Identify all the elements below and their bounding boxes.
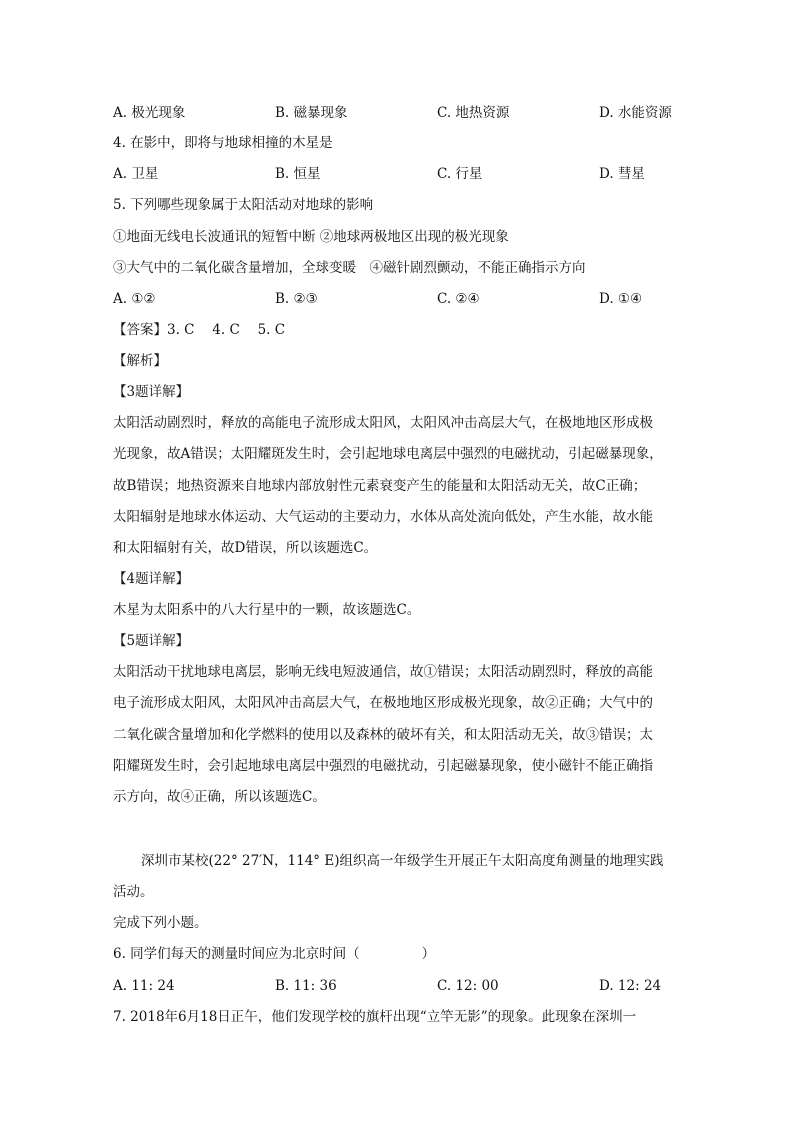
q3-detail-line: 太阳活动剧烈时，释放的高能电子流形成太阳风，太阳风冲击高层大气，在极地地区形成极 xyxy=(113,415,653,431)
q6-stem-prefix: 6. 同学们每天的测量时间应为北京时间（ xyxy=(113,946,360,962)
q4-detail-title: 【4题详解】 xyxy=(113,571,190,587)
q5-stem: 5. 下列哪些现象属于太阳活动对地球的影响 xyxy=(113,197,374,213)
q5-detail-line: 示方向，故④正确，所以该题选C。 xyxy=(113,789,326,805)
q3-detail-line: 故B错误；地热资源来自地球内部放射性元素衰变产生的能量和太阳活动无关，故C正确； xyxy=(113,478,647,494)
q4-detail-line: 木星为太阳系中的八大行星中的一颗，故该题选C。 xyxy=(113,602,421,618)
q4-option-c: C. 行星 xyxy=(437,166,483,182)
q5-option-c: C. ②④ xyxy=(437,291,480,307)
q4-option-a: A. 卫星 xyxy=(113,166,159,182)
q4-option-d: D. 彗星 xyxy=(599,166,645,182)
passage-line-1: 深圳市某校(22° 27′N，114° E)组织高一年级学生开展正午太阳高度角测量的地理实践 xyxy=(141,853,664,869)
passage-instruction: 完成下列小题。 xyxy=(113,915,208,931)
q4-stem: 4. 在影中，即将与地球相撞的木星是 xyxy=(113,135,333,151)
q5-detail-line: 阳耀斑发生时，会引起地球电离层中强烈的电磁扰动，引起磁暴现象，使小磁针不能正确指 xyxy=(113,758,653,774)
q5-detail-line: 电子流形成太阳风，太阳风冲击高层大气，在极地地区形成极光现象，故②正确；大气中的 xyxy=(113,695,653,711)
q3-detail-line: 光现象，故A错误；太阳耀斑发生时，会引起地球电离层中强烈的电磁扰动，引起磁暴现象， xyxy=(113,446,663,462)
q3-option-c: C. 地热资源 xyxy=(437,105,510,121)
q5-items-line-2: ③大气中的二氧化碳含量增加，全球变暖 ④磁针剧烈颤动，不能正确指示方向 xyxy=(113,260,586,276)
q5-items-line-1: ①地面无线电长波通讯的短暂中断 ②地球两极地区出现的极光现象 xyxy=(113,229,509,245)
q5-option-d: D. ①④ xyxy=(599,291,643,307)
answer-line: 【答案】3. C 4. C 5. C xyxy=(113,322,286,338)
q3-option-a: A. 极光现象 xyxy=(113,105,186,121)
q6-option-c: C. 12: 00 xyxy=(437,978,499,994)
passage-line-2: 活动。 xyxy=(113,884,154,900)
q3-option-d: D. 水能资源 xyxy=(599,105,672,121)
q6-option-b: B. 11: 36 xyxy=(275,978,337,994)
q6-stem xyxy=(113,944,693,964)
q7-stem: 7. 2018年6月18日正午，他们发现学校的旗杆出现“立竿无影”的现象。此现象在深圳一 xyxy=(113,1009,637,1025)
q6-option-a: A. 11: 24 xyxy=(113,978,175,994)
q6-stem-suffix: ） xyxy=(421,946,436,962)
q3-option-b: B. 磁暴现象 xyxy=(275,105,348,121)
q5-option-b: B. ②③ xyxy=(275,291,318,307)
q5-option-a: A. ①② xyxy=(113,291,156,307)
q6-option-d: D. 12: 24 xyxy=(599,978,662,994)
analysis-label: 【解析】 xyxy=(113,353,167,369)
q3-detail-line: 太阳辐射是地球水体运动、大气运动的主要动力，水体从高处流向低处，产生水能，故水能 xyxy=(113,509,653,525)
q4-option-b: B. 恒星 xyxy=(275,166,321,182)
q3-detail-line: 和太阳辐射有关，故D错误，所以该题选C。 xyxy=(113,540,378,556)
q5-detail-line: 太阳活动干扰地球电离层，影响无线电短波通信，故①错误；太阳活动剧烈时，释放的高能 xyxy=(113,664,653,680)
q3-detail-title: 【3题详解】 xyxy=(113,384,190,400)
q5-detail-title: 【5题详解】 xyxy=(113,633,190,649)
q5-detail-line: 二氧化碳含量增加和化学燃料的使用以及森林的破坏有关，和太阳活动无关，故③错误；太 xyxy=(113,727,653,743)
